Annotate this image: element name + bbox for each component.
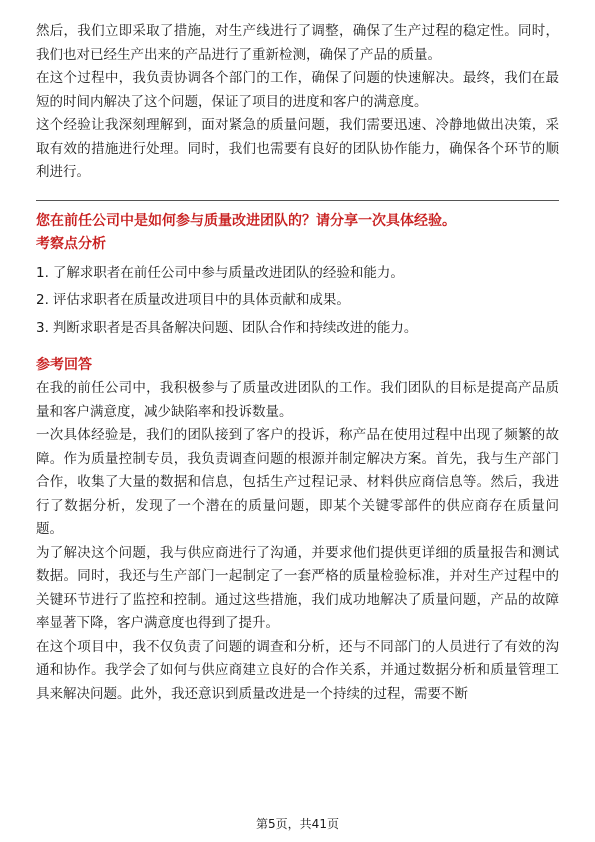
- answer-paragraph: 在我的前任公司中，我积极参与了质量改进团队的工作。我们团队的目标是提高产品质量和客户满意度，减少缺陷率和投诉数量。: [36, 380, 559, 420]
- list-item: [36, 289, 559, 313]
- answer-paragraph: 在这个项目中，我不仅负责了问题的调查和分析，还与不同部门的人员进行了有效的沟通和协作。我学会了如何与供应商建立良好的合作关系，并通过数据分析和质量管理工具来解决问题。此外，我还意识到质量改进是一个持续的过程，需要不断: [36, 638, 559, 702]
- answer-paragraph: 一次具体经验是，我们的团队接到了客户的投诉，称产品在使用过程中出现了频繁的故障。作为质量控制专员，我负责调查问题的根源并制定解决方案。首先，我与生产部门合作，收集了大量的数据和信息，包括生产过程记录、材料供应商信息等。然后，我进行了数据分析，发现了一个潜在的质量问题，即某个关键零部件的供应商存在质量问题。: [36, 427, 559, 537]
- analysis-title: 考察点分析: [36, 235, 106, 252]
- answer-title: 参考回答: [36, 357, 92, 373]
- list-item: [36, 317, 559, 341]
- answer-paragraph: 为了解决这个问题，我与供应商进行了沟通，并要求他们提供更详细的质量报告和测试数据。同时，我还与生产部门一起制定了一套严格的质量检验标准，并对生产过程中的关键环节进行了监控和控制。通过这些措施，我们成功地解决了质量问题，产品的故障率显著下降，客户满意度也得到了提升。: [36, 544, 559, 631]
- page-content: [36, 20, 559, 706]
- body-paragraph: 在这个过程中，我负责协调各个部门的工作，确保了问题的快速解决。最终，我们在最短的时间内解决了这个问题，保证了项目的进度和客户的满意度。: [36, 70, 559, 110]
- body-paragraph: 然后，我们立即采取了措施，对生产线进行了调整，确保了生产过程的稳定性。同时，我们也对已经生产出来的产品进行了重新检测，确保了产品的质量。: [36, 23, 559, 63]
- interview-question: 您在前任公司中是如何参与质量改进团队的？请分享一次具体经验。: [36, 212, 456, 229]
- page-footer: 第5页，共41页: [256, 817, 339, 831]
- list-number: 3.: [36, 319, 49, 336]
- list-text: 评估求职者在质量改进项目中的具体贡献和成果。: [52, 292, 350, 308]
- list-text: 判断求职者是否具备解决问题、团队合作和持续改进的能力。: [52, 319, 418, 336]
- body-paragraph: 这个经验让我深刻理解到，面对紧急的质量问题，我们需要迅速、冷静地做出决策，采取有效的措施进行处理。同时，我们也需要有良好的团队协作能力，确保各个环节的顺利进行。: [36, 117, 559, 180]
- list-number: 1.: [36, 264, 49, 281]
- list-number: 2.: [36, 292, 49, 308]
- section-divider: [36, 200, 559, 201]
- list-text: 了解求职者在前任公司中参与质量改进团队的经验和能力。: [52, 264, 404, 281]
- list-item: [36, 262, 559, 286]
